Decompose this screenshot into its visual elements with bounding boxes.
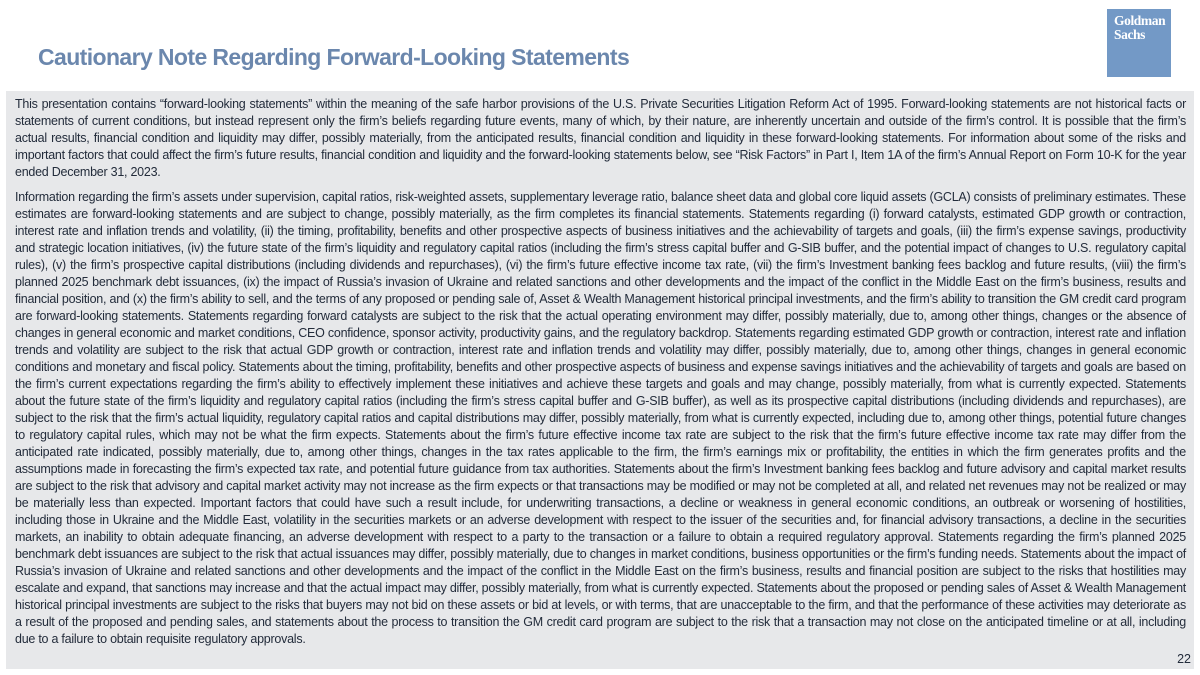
goldman-sachs-logo	[1107, 9, 1171, 77]
content-panel	[6, 91, 1194, 669]
slide-header	[0, 0, 1200, 88]
logo-line-2: Sachs	[1114, 26, 1146, 42]
logo-line-1: Goldman	[1114, 13, 1166, 28]
page-number: 22	[1177, 652, 1191, 666]
page-title: Cautionary Note Regarding Forward-Looking Statements	[38, 44, 630, 70]
paragraph-estimates: Information regarding the firm’s assets under supervision, capital ratios, risk-weighted assets, supplementary leverage ratio, balance sheet data and global core liquid assets (GCLA) consists of preliminary estimates. These estimates are forward-looking statements and are subject to change, possibly materially, as the firm completes its financial statements. Statements regarding (i) forward catalysts, estimated GDP growth or contraction, interest rate and inflation trends and volatility, (ii) the timing, profitability, benefits and other prospective aspects of business initiatives and the achievability of targets and goals, (iii) the firm’s expense savings, productivity and strategic location initiatives, (iv) the future state of the firm’s liquidity and regulatory capital ratios (including the firm’s stress capital buffer and G-SIB buffer, and the potential impact of changes to U.S. regulatory capital rules), (v) the firm’s prospective capital distributions (including dividends and repurchases), (vi) the firm’s future effective income tax rate, (vii) the firm’s Investment banking fees backlog and future results, (viii) the firm’s planned 2025 benchmark debt issuances, (ix) the impact of Russia’s invasion of Ukraine and related sanctions and other developments and the impact of the conflict in the Middle East on the firm’s business, results and financial position, and (x) the firm’s ability to sell, and the terms of any proposed or pending sale of, Asset & Wealth Management historical principal investments, and the firm’s ability to transition the GM credit card program are forward-looking statements. Statements regarding forward catalysts are subject to the risk that the actual operating environment may differ, possibly materially, due to, among other things, changes or the absence of changes in general economic and market conditions, CEO confidence, sponsor activity, productivity gains, and the regulatory backdrop. Statements regarding estimated GDP growth or contraction, interest rate and inflation trends and volatility are subject to the risk that actual GDP growth or contraction, interest rate and inflation trends and volatility may differ, possibly materially, due to, among other things, changes in general economic conditions and monetary and fiscal policy. Statements about the timing, profitability, benefits and other prospective aspects of business and expense savings initiatives and the achievability of targets and goals are based on the firm’s current expectations regarding the firm’s ability to effectively implement these initiatives and achieve these targets and goals and may change, possibly materially, from what is currently expected. Statements about the future state of the firm’s liquidity and regulatory capital ratios (including the firm’s stress capital buffer and G-SIB buffer), as well as its prospective capital distributions (including dividends and repurchases), are subject to the risk that the firm’s actual liquidity, regulatory capital ratios and capital distributions may differ, possibly materially, from what is currently expected, including due to, among other things, potential future changes to regulatory capital rules, which may not be what the firm expects. Statements about the firm’s future effective income tax rate are subject to the risk that the firm’s future effective income tax rate may differ from the anticipated rate indicated, possibly materially, due to, among other things, changes in the tax rates applicable to the firm, the firm’s earnings mix or profitability, the entities in which the firm generates profits and the assumptions made in forecasting the firm’s expected tax rate, and potential future guidance from tax authorities. Statements about the firm’s Investment banking fees backlog and future advisory and capital market results are subject to the risk that advisory and capital market activity may not increase as the firm expects or that transactions may be modified or may not be completed at all, and related net revenues may not be realized or may be materially less than expected. Important factors that could have such a result include, for underwriting transactions, a decline or weakness in general economic conditions, an outbreak or worsening of hostilities, including those in Ukraine and the Middle East, volatility in the securities markets or an adverse development with respect to the issuer of the securities and, for financial advisory transactions, a decline in the securities markets, an inability to obtain adequate financing, an adverse development with respect to a party to the transaction or a failure to obtain a required regulatory approval. Statements regarding the firm’s planned 2025 benchmark debt issuances are subject to the risk that actual issuances may differ, possibly materially, due to changes in market conditions, business opportunities or the firm’s funding needs. Statements about the impact of Russia’s invasion of Ukraine and related sanctions and other developments and the impact of the conflict in the Middle East on the firm’s business, results and financial position are subject to the risks that hostilities may escalate and expand, that sanctions may increase and that the actual impact may differ, possibly materially, from what is currently expected. Statements about the proposed or pending sales of Asset & Wealth Management historical principal investments are subject to the risks that buyers may not bid on these assets or bid at levels, or with terms, that are unacceptable to the firm, and that the performance of these activities may deteriorate as a result of the proposed and pending sales, and statements about the process to transition the GM credit card program are subject to the risk that a transaction may not close on the anticipated timeline or at all, including due to a failure to obtain requisite regulatory approvals.	[15, 190, 1186, 646]
paragraph-intro: This presentation contains “forward-looking statements” within the meaning of the safe harbor provisions of the U.S. Private Securities Litigation Reform Act of 1995. Forward-looking statements are not historical facts or statements of current conditions, but instead represent only the firm’s beliefs regarding future events, many of which, by their nature, are inherently uncertain and outside of the firm’s control. It is possible that the firm’s actual results, financial condition and liquidity may differ, possibly materially, from the anticipated results, financial condition and liquidity in these forward-looking statements. For information about some of the risks and important factors that could affect the firm’s future results, financial condition and liquidity and the forward-looking statements below, see “Risk Factors” in Part I, Item 1A of the firm’s Annual Report on Form 10-K for the year ended December 31, 2023.	[15, 97, 1186, 179]
